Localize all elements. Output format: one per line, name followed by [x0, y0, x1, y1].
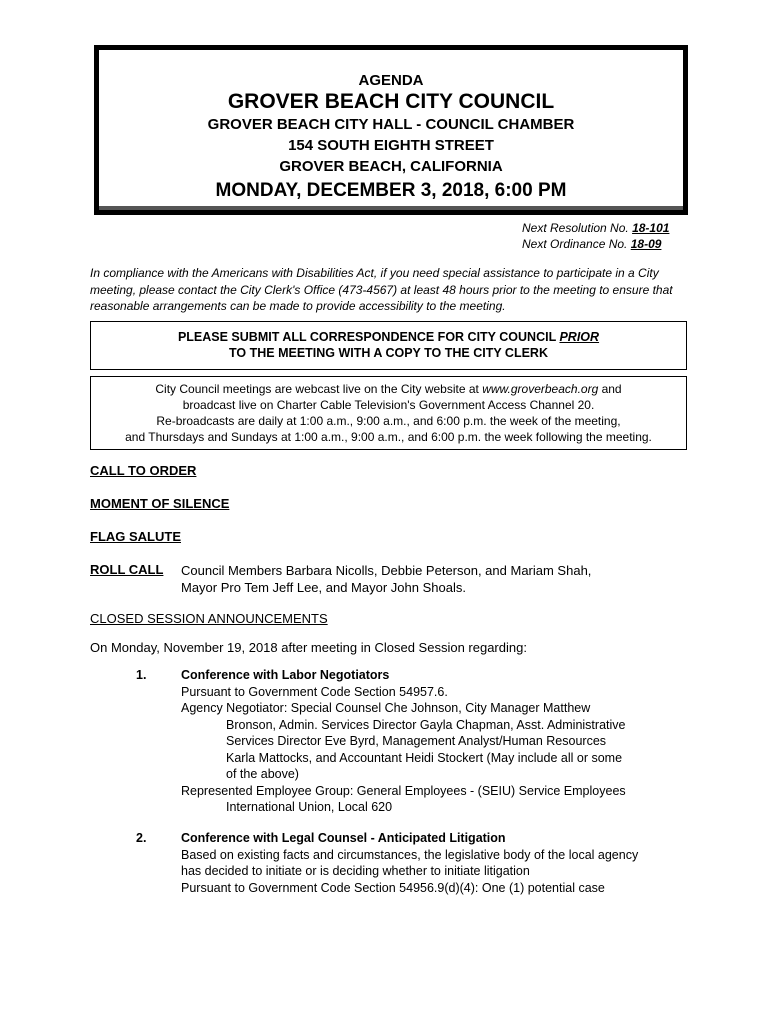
- closed-session-item-2: [90, 830, 690, 896]
- next-ordinance-label: Next Ordinance No.: [522, 237, 631, 251]
- flag-salute-heading: FLAG SALUTE: [90, 529, 181, 544]
- ada-notice: In compliance with the Americans with Disabilities Act, if you need special assistance to participate in a City meeting, please contact the City Clerk's Office (473-4567) at least 48 hours prior to the meeting to ensure that reasonable arrangements can be made to provide accessibility to the meeting.: [90, 266, 673, 313]
- roll-call-line2: Mayor Pro Tem Jeff Lee, and Mayor John Shoals.: [181, 580, 466, 595]
- item-number: 1.: [136, 668, 147, 682]
- correspondence-line2: TO THE MEETING WITH A COPY TO THE CITY CLERK: [228, 346, 548, 360]
- location-line: GROVER BEACH CITY HALL - COUNCIL CHAMBER: [207, 116, 575, 133]
- item-line: Pursuant to Government Code Section 54956.9(d)(4): One (1) potential case: [181, 880, 605, 895]
- item-line: Represented Employee Group: General Employees - (SEIU) Service Employees: [181, 783, 626, 798]
- webcast-line2: broadcast live on Charter Cable Television's Government Access Channel 20.: [182, 398, 595, 412]
- next-numbers: [522, 220, 669, 252]
- webcast-line4: and Thursdays and Sundays at 1:00 a.m., 9:00 a.m., and 6:00 p.m. the week following the meeting.: [125, 430, 652, 444]
- webcast-box: [90, 376, 687, 450]
- item-number: 2.: [136, 831, 147, 845]
- moment-of-silence-heading: MOMENT OF SILENCE: [90, 496, 230, 511]
- closed-session-heading: CLOSED SESSION ANNOUNCEMENTS: [90, 611, 328, 626]
- next-ordinance-value: 18-09: [630, 237, 662, 251]
- item-line: Bronson, Admin. Services Director Gayla Chapman, Asst. Administrative: [226, 717, 626, 732]
- item-line: International Union, Local 620: [226, 800, 393, 814]
- webcast-line1: City Council meetings are webcast live on the City website at: [155, 382, 483, 396]
- item-line: has decided to initiate or is deciding whether to initiate litigation: [181, 864, 530, 878]
- item-line: Agency Negotiator: Special Counsel Che Johnson, City Manager Matthew: [181, 701, 591, 715]
- closed-session-intro: On Monday, November 19, 2018 after meeting in Closed Session regarding:: [90, 640, 527, 655]
- address-line: 154 SOUTH EIGHTH STREET: [288, 137, 494, 154]
- roll-call-line1: Council Members Barbara Nicolls, Debbie Peterson, and Mariam Shah,: [181, 563, 592, 578]
- next-resolution-value: 18-101: [632, 221, 670, 235]
- item-line: Pursuant to Government Code Section 54957.6.: [181, 684, 448, 699]
- prior-emphasis: PRIOR: [559, 330, 600, 344]
- meeting-date: MONDAY, DECEMBER 3, 2018, 6:00 PM: [215, 180, 567, 201]
- header-box: [94, 45, 688, 215]
- item-line: of the above): [226, 767, 299, 781]
- webcast-line3: Re-broadcasts are daily at 1:00 a.m., 9:00 a.m., and 6:00 p.m. the week of the meeting,: [156, 414, 621, 428]
- item-line: Services Director Eve Byrd, Management Analyst/Human Resources: [226, 734, 607, 748]
- website-link[interactable]: www.groverbeach.org: [482, 382, 599, 396]
- correspondence-box: [90, 321, 687, 370]
- agenda-label: AGENDA: [358, 72, 424, 89]
- item-line: Based on existing facts and circumstances, the legislative body of the local agency: [181, 847, 639, 862]
- roll-call-heading: ROLL CALL: [90, 562, 164, 577]
- webcast-line1-end: and: [598, 382, 622, 396]
- closed-session-item-1: [90, 667, 690, 816]
- item-line: Karla Mattocks, and Accountant Heidi Stockert (May include all or some: [226, 750, 623, 765]
- item-title: Conference with Legal Counsel - Anticipated Litigation: [181, 831, 506, 845]
- city-line: GROVER BEACH, CALIFORNIA: [279, 158, 503, 175]
- item-title: Conference with Labor Negotiators: [181, 668, 390, 682]
- roll-call-members: [181, 562, 681, 596]
- correspondence-line1: PLEASE SUBMIT ALL CORRESPONDENCE FOR CITY COUNCIL: [177, 330, 560, 344]
- call-to-order-heading: CALL TO ORDER: [90, 463, 197, 478]
- council-title: GROVER BEACH CITY COUNCIL: [227, 90, 555, 113]
- next-resolution-label: Next Resolution No.: [522, 221, 633, 235]
